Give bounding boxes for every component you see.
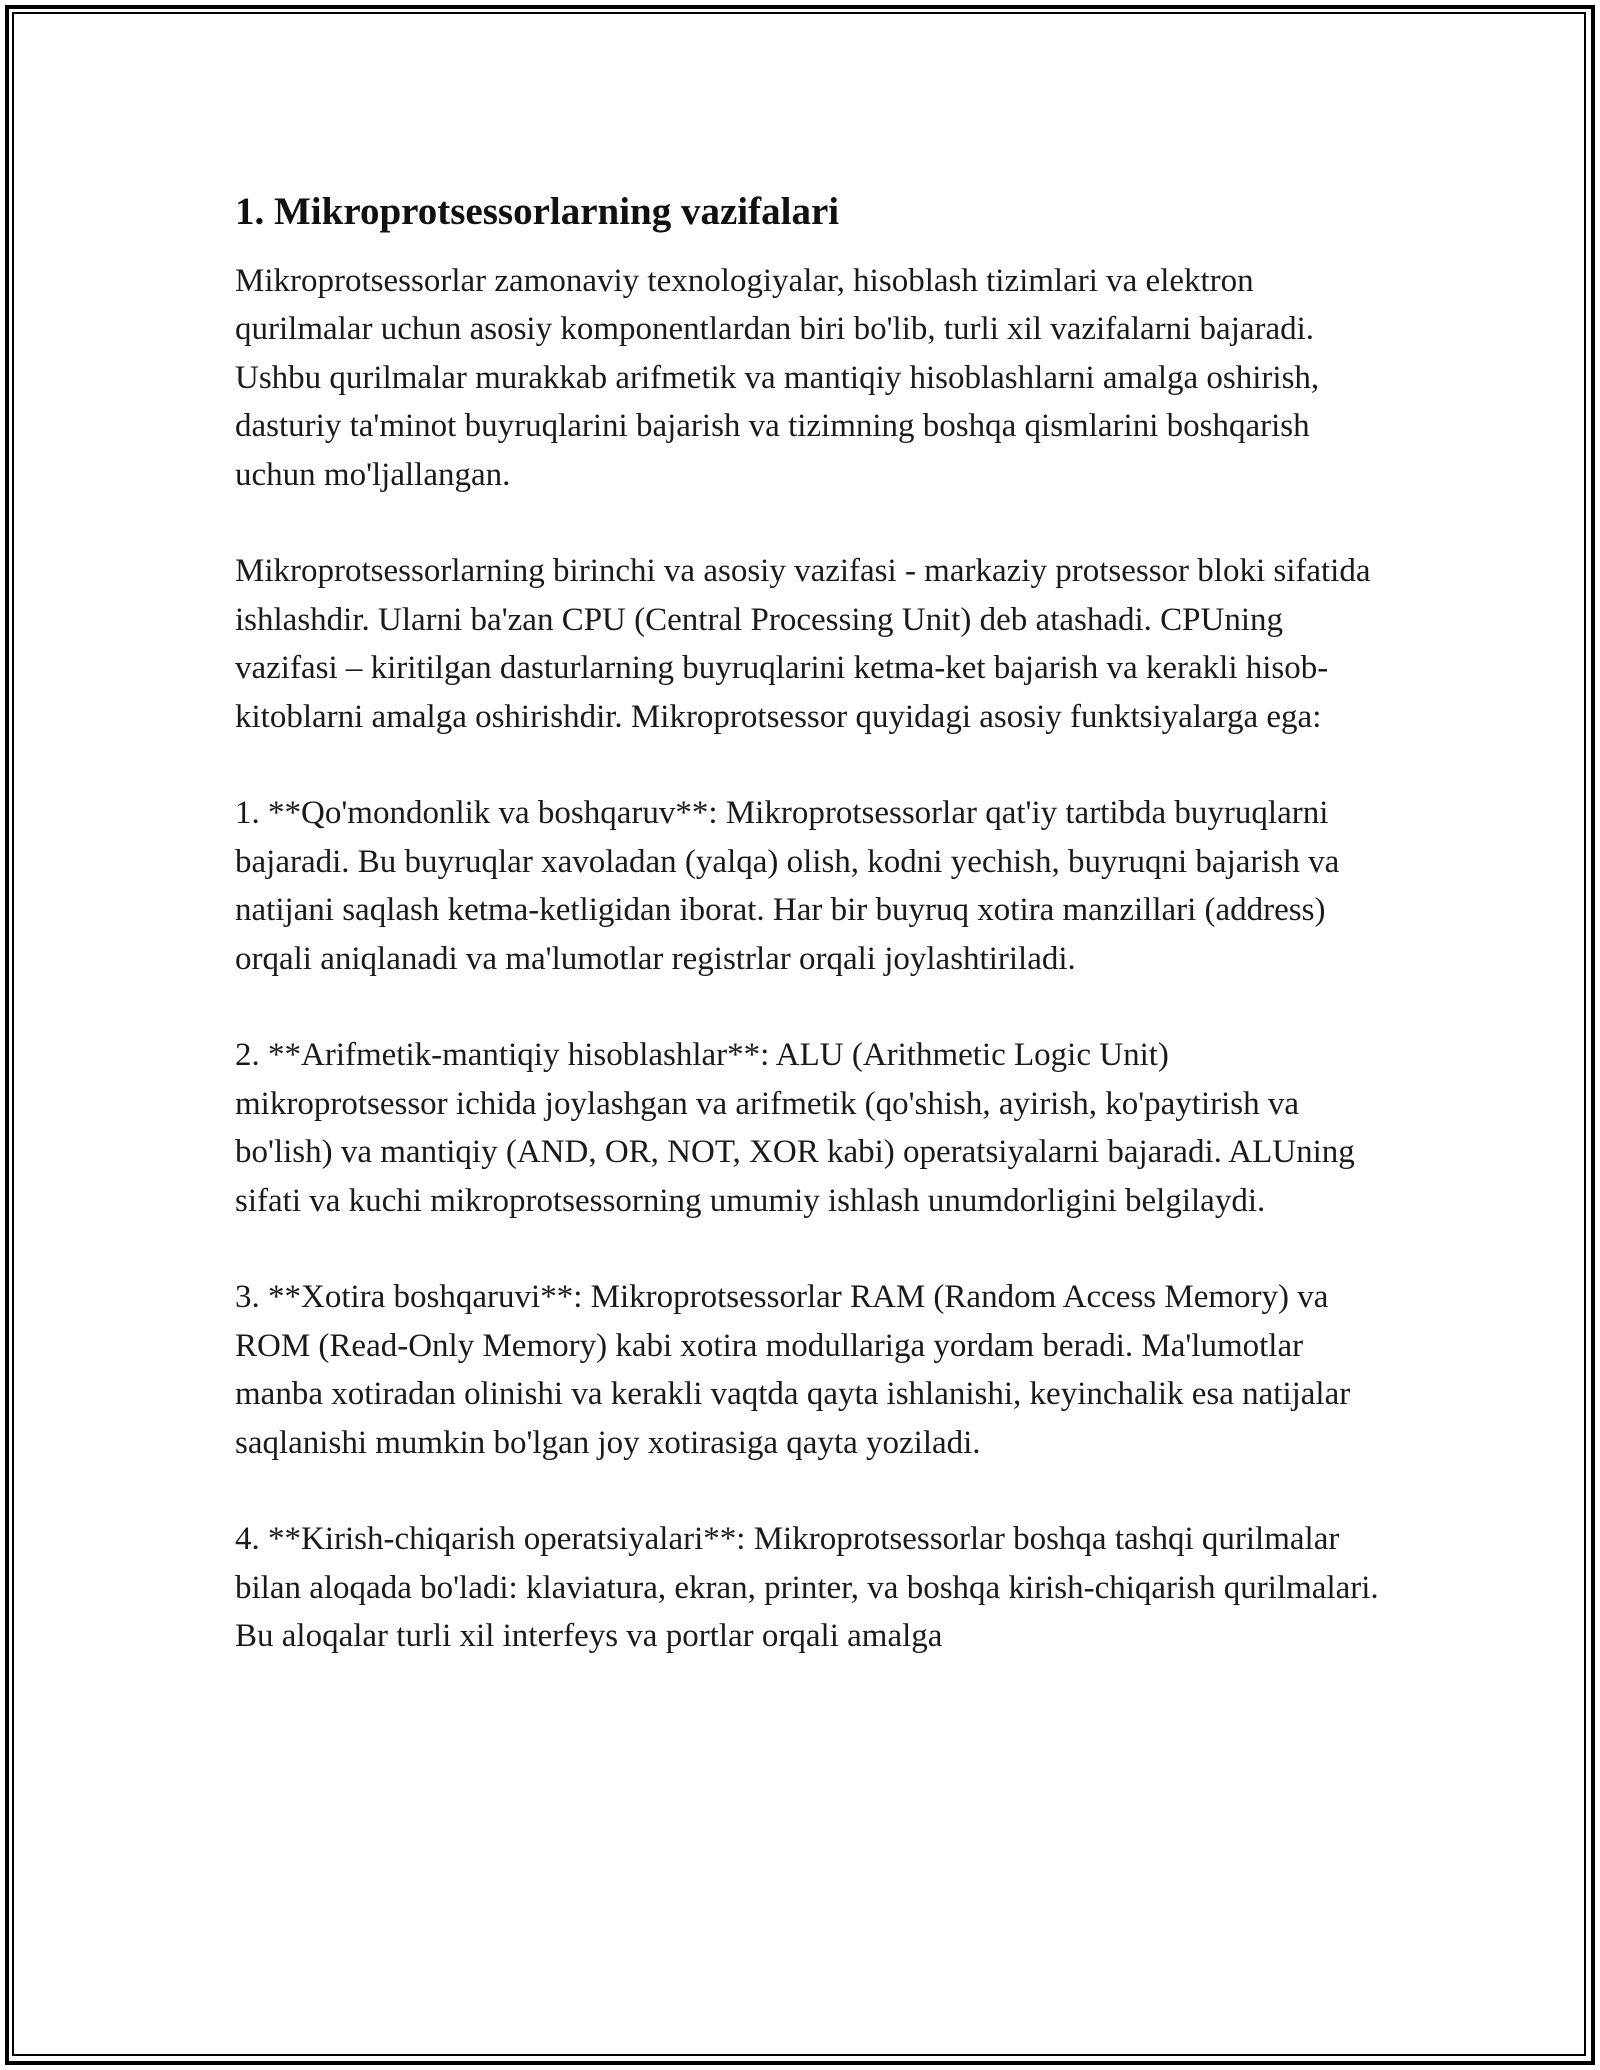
document-body bbox=[235, 185, 1380, 1709]
paragraph-cpu: Mikroprotsessorlarning birinchi va asosiy vazifasi - markaziy protsessor bloki sifatida ishlashdir. Ularni ba'zan CPU (Central Processing Unit) deb atashadi. CPUning vazifasi – kiritilgan dasturlarning buyruqlarini ketma-ket bajarish va kerakli hisob-kitoblarni amalga oshirishdir. Mikroprotsessor quyidagi asosiy funktsiyalarga ega: bbox=[235, 553, 1371, 735]
paragraph-intro: Mikroprotsessorlar zamonaviy texnologiyalar, hisoblash tizimlari va elektron qurilmalar uchun asosiy komponentlardan biri bo'lib, turli xil vazifalarni bajaradi. Ushbu qurilmalar murakkab arifmetik va mantiqiy hisoblashlarni amalga oshirish, dasturiy ta'minot buyruqlarini bajarish va tizimning boshqa qismlarini boshqarish uchun mo'ljallangan. bbox=[235, 263, 1320, 493]
section-heading: 1. Mikroprotsessorlarning vazifalari bbox=[235, 190, 840, 233]
paragraph-alu: 2. **Arifmetik-mantiqiy hisoblashlar**: ALU (Arithmetic Logic Unit) mikroprotsessor ichida joylashgan va arifmetik (qo'shish, ayirish, ko'paytirish va bo'lish) va mantiqiy (AND, OR, NOT, XOR kabi) operatsiyalarni bajaradi. ALUning sifati va kuchi mikroprotsessorning umumiy ishlash unumdorligini belgilaydi. bbox=[235, 1037, 1355, 1219]
paragraph-memory: 3. **Xotira boshqaruvi**: Mikroprotsessorlar RAM (Random Access Memory) va ROM (Read-Only Memory) kabi xotira modullariga yordam beradi. Ma'lumotlar manba xotiradan olinishi va kerakli vaqtda qayta ishlanishi, keyinchalik esa natijalar saqlanishi mumkin bo'lgan joy xotirasiga qayta yoziladi. bbox=[235, 1279, 1351, 1461]
paragraph-control: 1. **Qo'mondonlik va boshqaruv**: Mikroprotsessorlar qat'iy tartibda buyruqlarni bajaradi. Bu buyruqlar xavoladan (yalqa) olish, kodni yechish, buyruqni bajarish va natijani saqlash ketma-ketligidan iborat. Har bir buyruq xotira manzillari (address) orqali aniqlanadi va ma'lumotlar registrlar orqali joylashtiriladi. bbox=[235, 795, 1340, 977]
paragraph-io: 4. **Kirish-chiqarish operatsiyalari**: Mikroprotsessorlar boshqa tashqi qurilmalar bilan aloqada bo'ladi: klaviatura, ekran, printer, va boshqa kirish-chiqarish qurilmalari. Bu aloqalar turli xil interfeys va portlar orqali amalga bbox=[235, 1521, 1379, 1655]
